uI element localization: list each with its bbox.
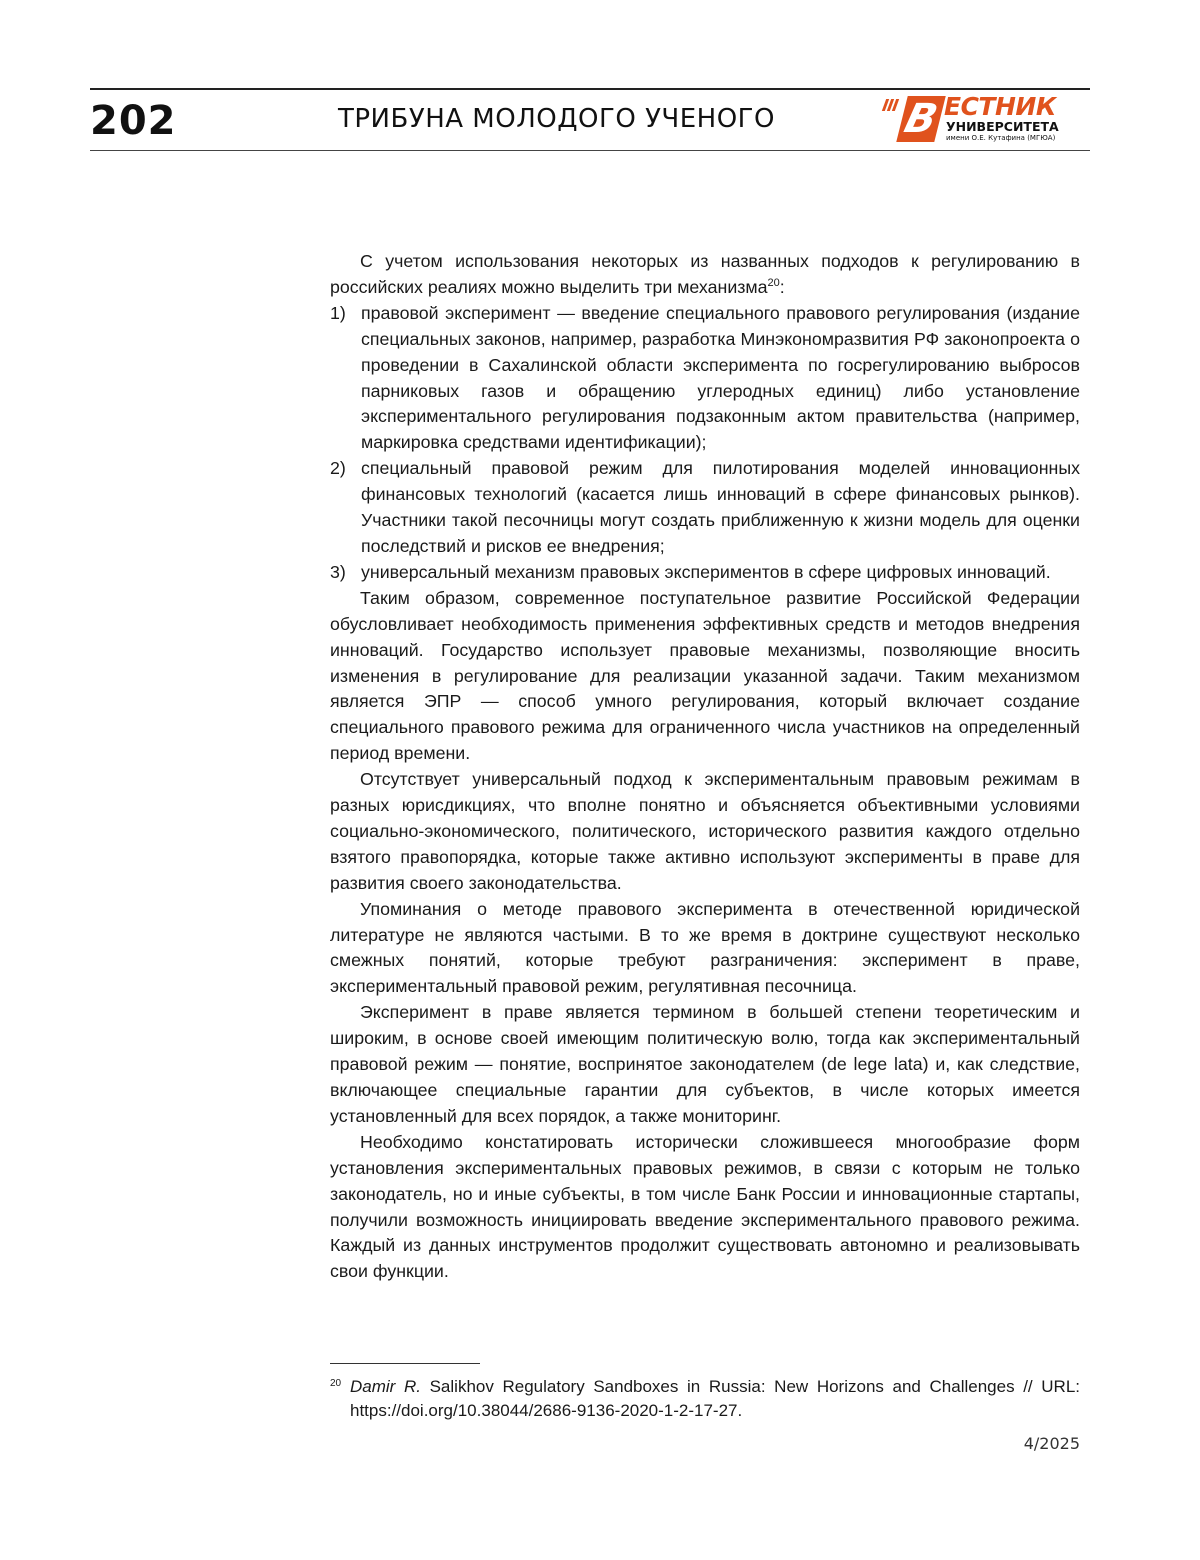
list-item-text: универсальный механизм правовых экспериментов в сфере цифровых инноваций.	[361, 562, 1051, 582]
footnote-number: 20	[330, 1379, 341, 1389]
list-item-text: правовой эксперимент — введение специального правового регулирования (издание специальных законов, например, разработка Минэкономразвития РФ законопроекта о проведении в Сахалинской области эксперимента по госрегулированию выбросов парниковых газов и обращению углеродных единиц) либо установление экспериментального регулирования подзаконным актом правительства (например, маркировка средствами идентификации);	[361, 303, 1080, 453]
page-number: 202	[90, 98, 177, 144]
body-paragraph: Упоминания о методе правового эксперимента в отечественной юридической литературе не являются частыми. В то же время в доктрине существуют несколько смежных понятий, которые требуют разграничения: эксперимент в праве, экспериментальный правовой режим, регулятивная песочница.	[330, 897, 1080, 1001]
list-item-number: 2)	[330, 456, 346, 482]
logo-word: ЕСТНИК	[944, 92, 1056, 121]
list-item-number: 1)	[330, 301, 346, 327]
header-top-rule	[90, 88, 1090, 90]
intro-paragraph: С учетом использования некоторых из названных подходов к регулированию в российских реалиях можно выделить три механизма20:	[330, 249, 1080, 301]
mechanisms-list	[330, 301, 1080, 586]
list-item	[330, 456, 1080, 560]
footnote	[330, 1375, 1080, 1423]
section-title: ТРИБУНА МОЛОДОГО УЧЕНОГО	[338, 104, 775, 134]
journal-logo	[884, 94, 1084, 146]
body-paragraph: Таким образом, современное поступательное развитие Российской Федерации обусловливает необходимость применения эффективных средств и методов внедрения инноваций. Государство использует правовые механизмы, позволяющие вносить изменения в регулирование для реализации указанной задачи. Таким механизмом является ЭПР — способ умного регулирования, который включает создание специального правового режима для ограниченного числа участников на определенный период времени.	[330, 586, 1080, 767]
footnote-ref: 20	[768, 277, 780, 289]
article-body	[330, 249, 1080, 1285]
body-paragraph: Эксперимент в праве является термином в большей степени теоретическим и широким, в основе своей имеющим политическую волю, тогда как экспериментальный правовой режим — понятие, воспринятое законодателем (de lege lata) и, как следствие, включающее специальные гарантии для субъектов, в числе которых имеется установленный для всех порядок, а также мониторинг.	[330, 1000, 1080, 1130]
list-item	[330, 560, 1080, 586]
footnote-separator	[330, 1363, 480, 1364]
footnote-text: Salikhov Regulatory Sandboxes in Russia: New Horizons and Challenges // URL: https://doi.org/10.38044/2686-9136-2020-1-2-17-27.	[350, 1377, 1080, 1420]
body-paragraph: Необходимо констатировать исторически сложившееся многообразие форм установления экспериментальных правовых режимов, в связи с которым не только законодатель, но и иные субъекты, в том числе Банк России и инновационные стартапы, получили возможность инициировать введение экспериментального правового режима. Каждый из данных инструментов продолжит существовать автономно и реализовывать свои функции.	[330, 1130, 1080, 1285]
footnote-author: Damir R.	[350, 1377, 421, 1396]
issue-number: 4/2025	[1024, 1434, 1080, 1453]
logo-university: УНИВЕРСИТЕТА	[946, 119, 1059, 134]
list-item-number: 3)	[330, 560, 346, 586]
logo-mark: В	[896, 96, 945, 142]
list-item-text: специальный правовой режим для пилотирования моделей инновационных финансовых технологий (касается лишь инноваций в сфере финансовых рынков). Участники такой песочницы могут создать приближенную к жизни модель для оценки последствий и рисков ее внедрения;	[361, 458, 1080, 556]
logo-stripes-icon	[884, 98, 900, 110]
body-paragraph: Отсутствует универсальный подход к экспериментальным правовым режимам в разных юрисдикциях, что вполне понятно и объясняется объективными условиями социально-экономического, политического, исторического развития каждого отдельно взятого правопорядка, которые также активно используют эксперименты в праве для развития своего законодательства.	[330, 767, 1080, 897]
header-bottom-rule	[90, 150, 1090, 151]
list-item	[330, 301, 1080, 456]
footnote-line	[330, 1375, 1080, 1423]
logo-subtitle: имени О.Е. Кутафина (МГЮА)	[946, 134, 1055, 142]
